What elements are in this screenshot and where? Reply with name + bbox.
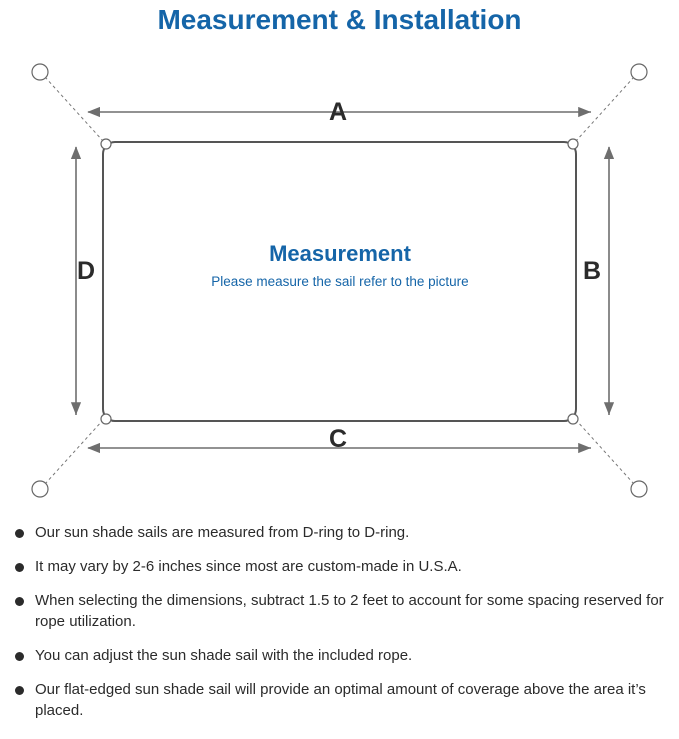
bullet-icon bbox=[15, 652, 24, 661]
dimension-label-a: A bbox=[328, 98, 348, 126]
dimension-label-c: C bbox=[328, 425, 348, 453]
d-ring-top-left bbox=[101, 139, 111, 149]
notes-list bbox=[0, 522, 679, 734]
page-title: Measurement & Installation bbox=[157, 4, 522, 35]
list-item bbox=[10, 556, 667, 577]
note-text: It may vary by 2-6 inches since most are custom-made in U.S.A. bbox=[35, 558, 462, 575]
bullet-icon bbox=[15, 563, 24, 572]
sail-center-sublabel: Please measure the sail refer to the picture bbox=[211, 274, 469, 289]
list-item bbox=[10, 679, 667, 721]
note-text: You can adjust the sun shade sail with the included rope. bbox=[35, 647, 413, 664]
anchor-bottom-right bbox=[631, 481, 647, 497]
bullet-icon bbox=[15, 529, 24, 538]
note-text: When selecting the dimensions, subtract 1.5 to 2 feet to account for some spacing reserved for rope utilization. bbox=[35, 592, 664, 630]
measurement-diagram bbox=[0, 44, 679, 514]
d-ring-bottom-left bbox=[101, 414, 111, 424]
note-text: Our flat-edged sun shade sail will provide an optimal amount of coverage above the area it’s placed. bbox=[35, 681, 646, 719]
list-item bbox=[10, 522, 667, 543]
anchor-top-right bbox=[631, 64, 647, 80]
bullet-icon bbox=[15, 597, 24, 606]
dimension-label-d: D bbox=[76, 257, 96, 285]
anchor-bottom-left bbox=[32, 481, 48, 497]
bullet-icon bbox=[15, 686, 24, 695]
list-item bbox=[10, 590, 667, 632]
anchor-top-left bbox=[32, 64, 48, 80]
d-ring-bottom-right bbox=[568, 414, 578, 424]
d-ring-top-right bbox=[568, 139, 578, 149]
sail-center-label: Measurement bbox=[269, 241, 411, 266]
note-text: Our sun shade sails are measured from D-ring to D-ring. bbox=[35, 524, 410, 541]
dimension-label-b: B bbox=[582, 257, 602, 285]
list-item bbox=[10, 645, 667, 666]
